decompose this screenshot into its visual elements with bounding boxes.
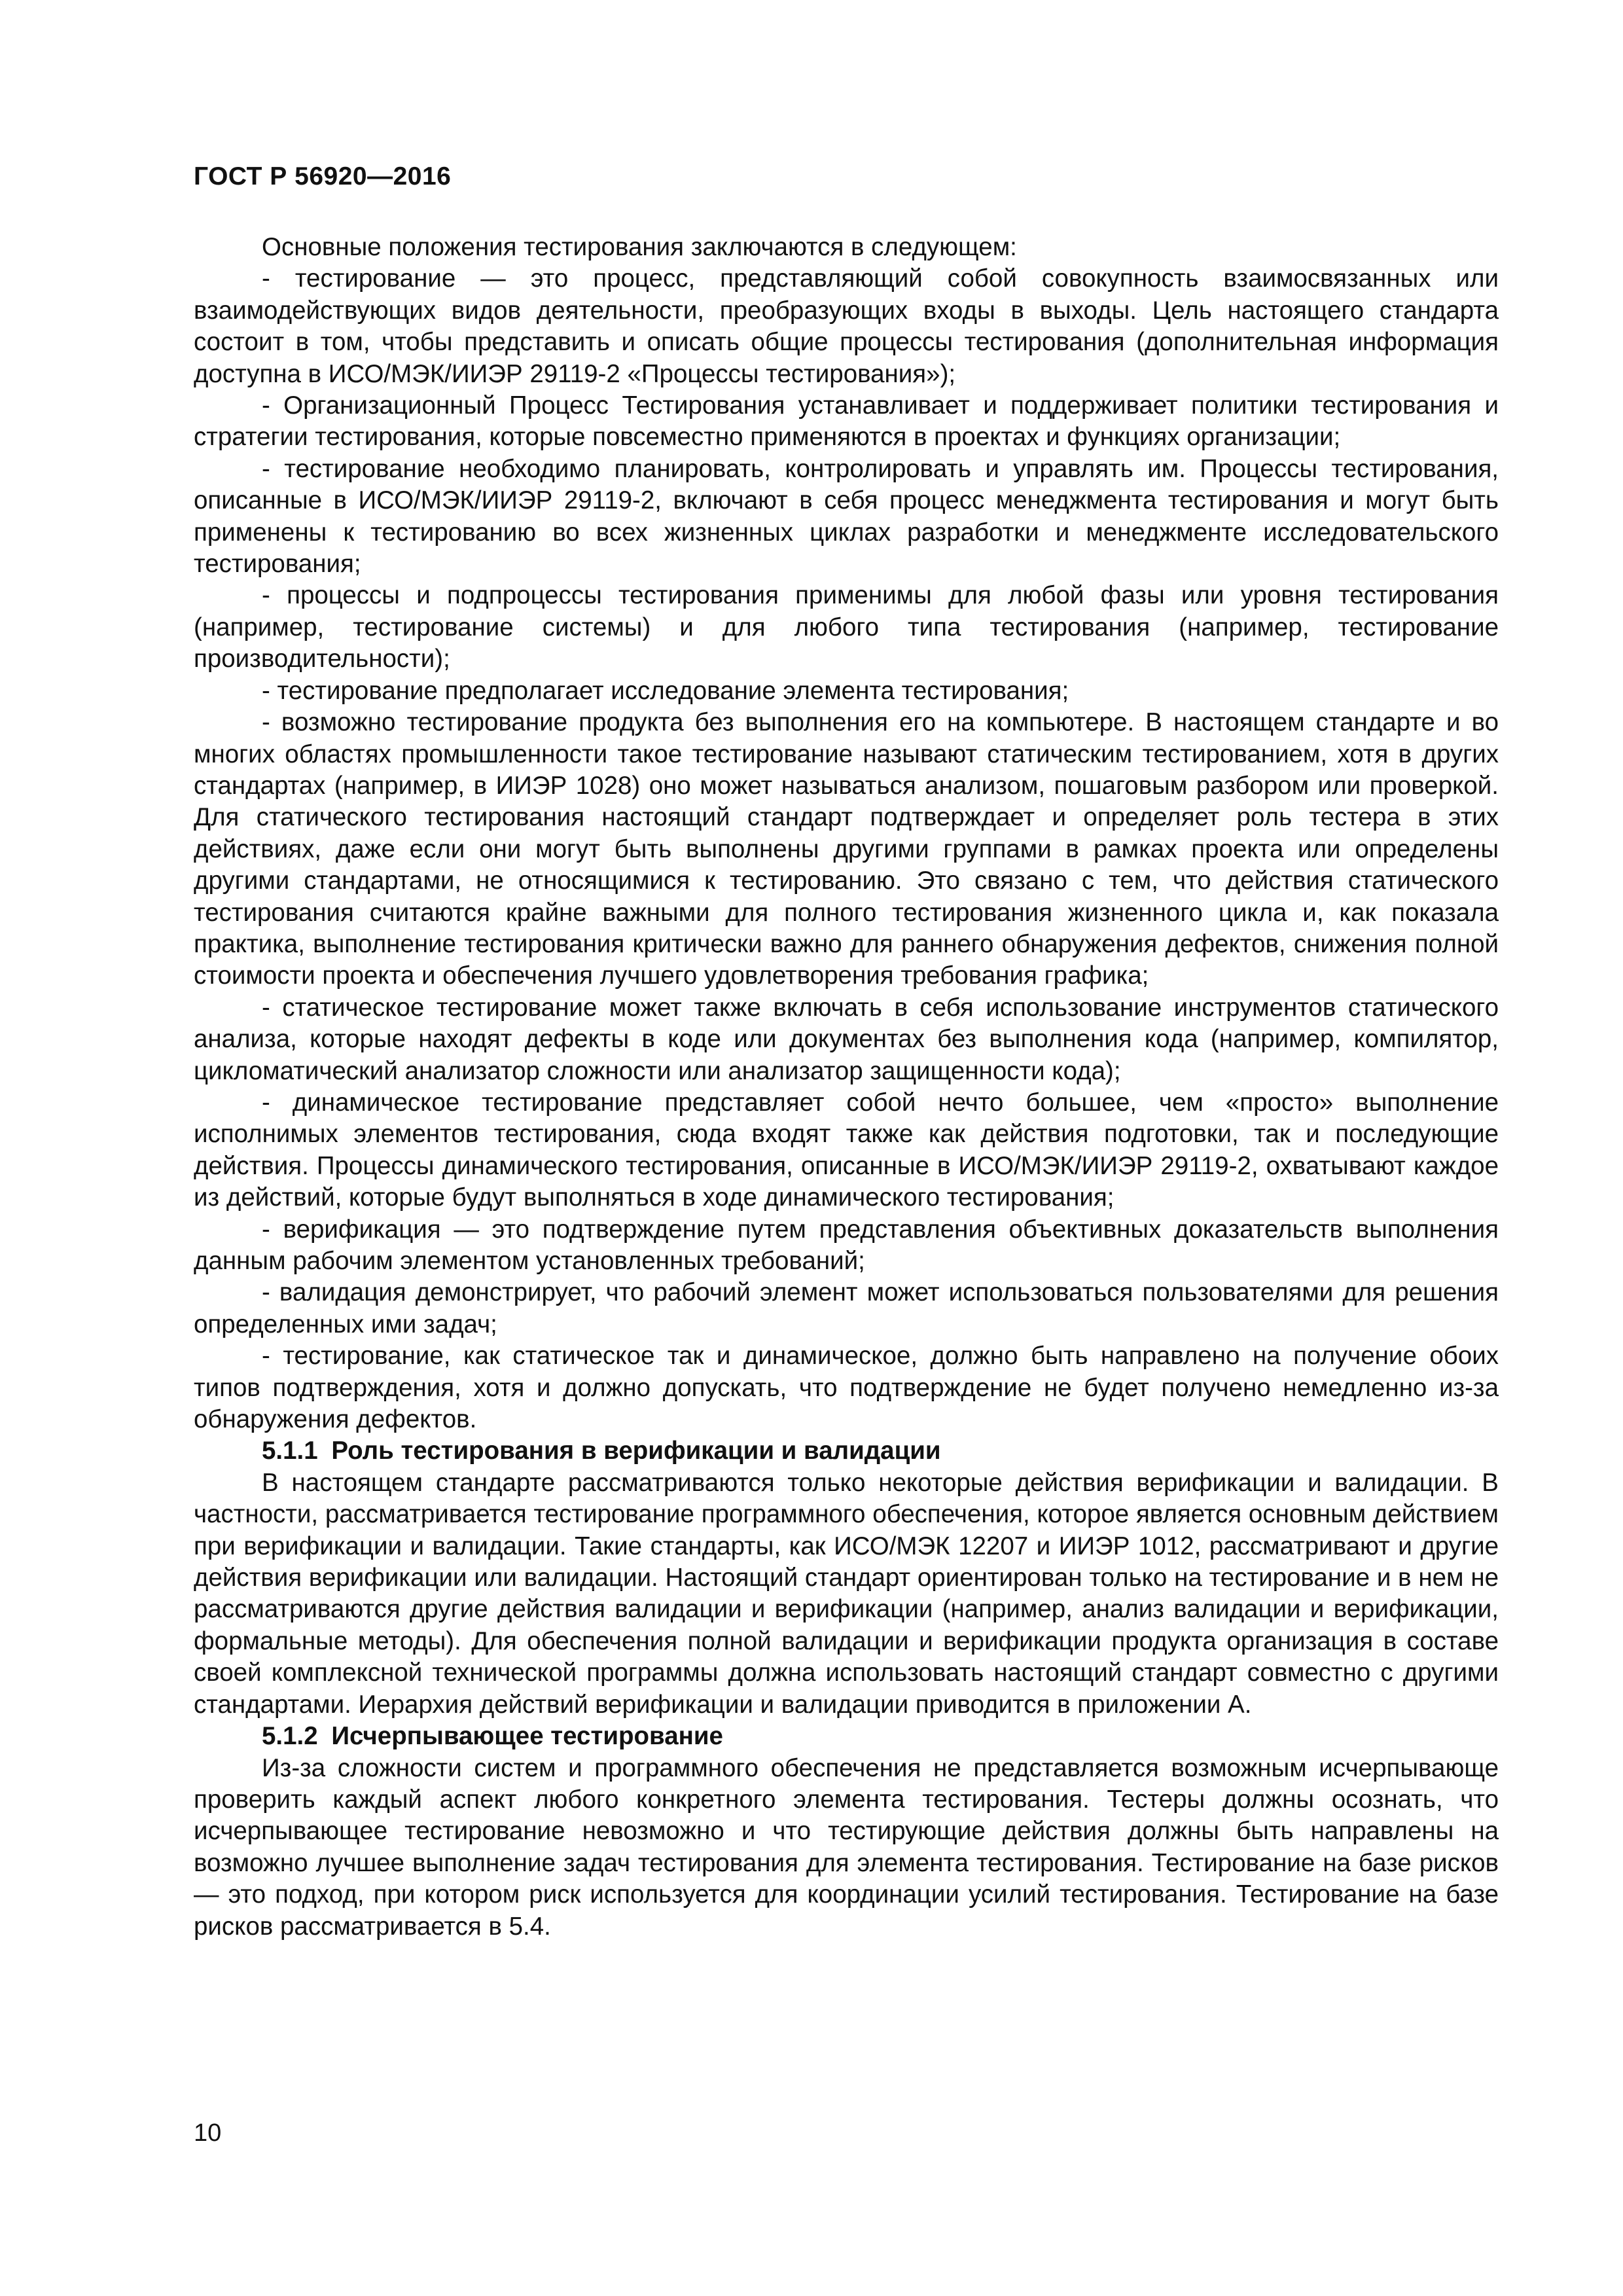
list-item: - тестирование предполагает исследование элемента тестирования; bbox=[262, 676, 1069, 705]
list-item: - процессы и подпроцессы тестирования применимы для любой фазы или уровня тестирования (например, тестирование системы) и для любого типа тестирования (например, тестирование производительности); bbox=[194, 581, 1499, 673]
list-item: - тестирование — это процесс, представляющий собой совокупность взаимосвязанных или взаимодействующих видов деятельности, преобразующих входы в выходы. Цель настоящего стандарта состоит в том, чтобы представить и описать общие процессы тестирования (дополнительная информация доступна в ИСО/МЭК/ИИЭР 29119-2 «Процессы тестирования»); bbox=[194, 264, 1499, 388]
section-paragraph: В настоящем стандарте рассматриваются только некоторые действия верификации и валидации. В частности, рассматривается тестирование программного обеспечения, которое является основным действием при верификации и валидации. Такие стандарты, как ИСО/МЭК 12207 и ИИЭР 1012, рассматривают и другие действия верификации или валидации. Настоящий стандарт ориентирован только на тестирование и в нем не рассматриваются другие действия валидации и верификации (например, анализ валидации и верификации, формальные методы). Для обеспечения полной валидации и верификации продукта организация в составе своей комплексной технической программы должна использовать настоящий стандарт совместно с другими стандартами. Иерархия действий верификации и валидации приводится в приложении А. bbox=[194, 1468, 1499, 1719]
list-item: - валидация демонстрирует, что рабочий элемент может использоваться пользователями для решения определенных ими задач; bbox=[194, 1278, 1499, 1338]
section-number: 5.1.2 bbox=[262, 1722, 318, 1751]
section-title: Роль тестирования в верификации и валидации bbox=[331, 1437, 941, 1465]
intro-lead: Основные положения тестирования заключаются в следующем: bbox=[262, 233, 1017, 261]
section-number: 5.1.1 bbox=[262, 1437, 318, 1465]
list-item: - тестирование необходимо планировать, контролировать и управлять им. Процессы тестирования, описанные в ИСО/МЭК/ИИЭР 29119-2, включают в себя процесс менеджмента тестирования и могут быть применены к тестированию во всех жизненных циклах разработки и менеджменте исследовательского тестирования; bbox=[194, 454, 1499, 579]
list-item: - тестирование, как статическое так и динамическое, должно быть направлено на получение обоих типов подтверждения, хотя и должно допускать, что подтверждение не будет получено немедленно из-за обнаружения дефектов. bbox=[194, 1342, 1499, 1434]
list-item: - динамическое тестирование представляет собой нечто большее, чем «просто» выполнение исполнимых элементов тестирования, сюда входят также как действия подготовки, так и последующие действия. Процессы динамического тестирования, описанные в ИСО/МЭК/ИИЭР 29119-2, охватывают каждое из действий, которые будут выполняться в ходе динамического тестирования; bbox=[194, 1088, 1499, 1212]
section-title: Исчерпывающее тестирование bbox=[331, 1722, 723, 1751]
list-item: - Организационный Процесс Тестирования устанавливает и поддерживает политики тестирования и стратегии тестирования, которые повсеместно применяются в проектах и функциях организации; bbox=[194, 391, 1499, 452]
section-paragraph: Из-за сложности систем и программного обеспечения не представляется возможным исчерпывающе проверить каждый аспект любого конкретного элемента тестирования. Тестеры должны осознать, что исчерпывающее тестирование невозможно и что тестирующие действия должны быть направлены на возможно лучшее выполнение задач тестирования для элемента тестирования. Тестирование на базе рисков — это подход, при котором риск используется для координации усилий тестирования. Тестирование на базе рисков рассматривается в 5.4. bbox=[194, 1753, 1499, 1941]
section-heading-5-1-2 bbox=[194, 1721, 1499, 1752]
page-number: 10 bbox=[194, 2119, 222, 2147]
section-heading-5-1-1 bbox=[194, 1435, 1499, 1467]
list-item: - верификация — это подтверждение путем представления объективных доказательств выполнения данным рабочим элементом установленных требований; bbox=[194, 1215, 1499, 1275]
document-header: ГОСТ Р 56920—2016 bbox=[194, 162, 452, 190]
document-body bbox=[194, 232, 1499, 1943]
list-item: - возможно тестирование продукта без выполнения его на компьютере. В настоящем стандарте и во многих областях промышленности такое тестирование называют статическим тестированием, хотя в других стандартах (например, в ИИЭР 1028) оно может называться анализом, пошаговым разбором или проверкой. Для статического тестирования настоящий стандарт подтверждает и определяет роль тестера в этих действиях, даже если они могут быть выполнены другими группами в рамках проекта или определены другими стандартами, не относящимися к тестированию. Это связано с тем, что действия статического тестирования считаются крайне важными для полного тестирования жизненного цикла и, как показала практика, выполнение тестирования критически важно для раннего обнаружения дефектов, снижения полной стоимости проекта и обеспечения лучшего удовлетворения требования графика; bbox=[194, 708, 1499, 990]
list-item: - статическое тестирование может также включать в себя использование инструментов статического анализа, которые находят дефекты в коде или документах без выполнения кода (например, компилятор, цикломатический анализатор сложности или анализатор защищенности кода); bbox=[194, 993, 1499, 1085]
